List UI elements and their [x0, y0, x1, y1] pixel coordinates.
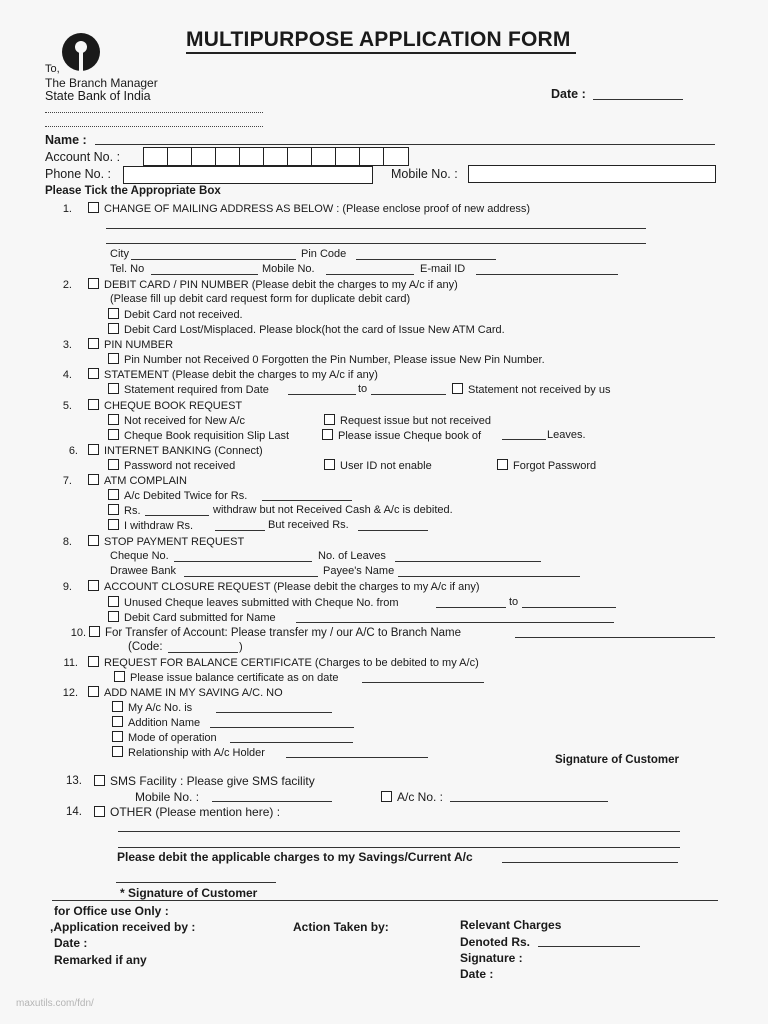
item-label: OTHER (Please mention here) : [110, 805, 281, 819]
relevant-charges-label: Relevant Charges [460, 918, 562, 932]
item-label: CHEQUE BOOK REQUEST [104, 400, 243, 412]
savings-current-field[interactable] [502, 862, 678, 863]
option-forgot-password[interactable] [497, 459, 596, 472]
code-label: (Code: [128, 641, 163, 653]
item-number: 6. [68, 445, 78, 457]
option-label: A/c No. : [397, 790, 444, 804]
office-signature-label: Signature : [460, 951, 523, 965]
checkbox[interactable] [108, 429, 119, 440]
amount-field[interactable] [145, 515, 209, 516]
item-change-address[interactable] [88, 202, 530, 215]
name-field[interactable] [95, 144, 715, 145]
mobile-no-label: Mobile No. [262, 263, 315, 275]
item-number: 2. [62, 279, 72, 291]
item-label: ACCOUNT CLOSURE REQUEST (Please debit the charges to my A/c if any) [104, 581, 480, 593]
checkbox[interactable] [88, 656, 99, 667]
amount-field[interactable] [262, 500, 352, 501]
option-debit-card-submitted[interactable] [108, 611, 276, 624]
other-line[interactable] [118, 847, 680, 848]
cheque-from-field[interactable] [436, 607, 506, 608]
item-balance-certificate[interactable] [88, 656, 479, 669]
checkbox[interactable] [88, 444, 99, 455]
checkbox[interactable] [112, 746, 123, 757]
office-use-label: for Office use Only : [54, 904, 169, 918]
checkbox[interactable] [88, 580, 99, 591]
option-label: Request issue but not received [340, 415, 492, 427]
checkbox[interactable] [324, 459, 335, 470]
cheque-to-field[interactable] [522, 607, 616, 608]
item-label: ADD NAME IN MY SAVING A/C. NO [104, 687, 283, 699]
option-label: Not received for New A/c [124, 415, 246, 427]
branch-manager-label: The Branch Manager [45, 76, 158, 90]
tel-label: Tel. No [110, 263, 145, 275]
date-field[interactable] [362, 682, 484, 683]
email-field[interactable] [476, 274, 618, 275]
checkbox[interactable] [88, 278, 99, 289]
item-number: 14. [66, 806, 82, 818]
option-my-ac-no[interactable] [112, 701, 192, 714]
relationship-field[interactable] [286, 757, 428, 758]
checkbox[interactable] [88, 686, 99, 697]
checkbox[interactable] [108, 353, 119, 364]
date-label: Date : [551, 87, 586, 101]
item-number: 5. [62, 400, 72, 412]
mobile-no-field[interactable] [326, 274, 414, 275]
code-close: ) [239, 641, 243, 653]
code-field[interactable] [168, 652, 238, 653]
checkbox[interactable] [88, 399, 99, 410]
drawee-bank-label: Drawee Bank [110, 565, 177, 577]
item-label: SMS Facility : Please give SMS facility [110, 774, 315, 788]
option-withdraw-not-received[interactable] [108, 504, 141, 517]
option-label: withdraw but not Received Cash & A/c is debited. [213, 504, 453, 516]
item-pin-number[interactable] [88, 338, 173, 351]
remarked-label: Remarked if any [54, 953, 147, 967]
mobile-label: Mobile No. : [391, 167, 458, 181]
sms-mobile-field[interactable] [212, 801, 332, 802]
checkbox[interactable] [108, 519, 119, 530]
option-label: Debit Card submitted for Name [124, 612, 276, 624]
item-label: DEBIT CARD / PIN NUMBER (Please debit the charges to my A/c if any) [104, 279, 458, 291]
option-label: Statement required from Date [124, 384, 269, 396]
option-issue-cheque-book[interactable] [322, 429, 481, 442]
option-label: But received Rs. [268, 519, 349, 531]
sms-ac-field[interactable] [450, 801, 608, 802]
pin-code-label: Pin Code [301, 248, 347, 260]
payee-name-label: Payee's Name [323, 565, 395, 577]
option-label: Cheque Book requisition Slip Last [124, 430, 290, 442]
address-line-1[interactable] [45, 112, 263, 113]
checkbox[interactable] [381, 791, 392, 802]
amount-field[interactable] [358, 530, 428, 531]
option-statement-not-received[interactable] [452, 383, 610, 396]
denoted-rs-label: Denoted Rs. [460, 935, 531, 949]
application-received-label: ,Application received by : [50, 920, 196, 934]
city-field[interactable] [131, 259, 296, 260]
option-balance-certificate[interactable] [114, 671, 339, 684]
sms-mobile-label: Mobile No. : [135, 790, 200, 804]
checkbox[interactable] [108, 596, 119, 607]
sbi-logo-icon [62, 33, 100, 71]
checkbox[interactable] [94, 775, 105, 786]
option-not-received-new-ac[interactable] [108, 414, 245, 427]
checkbox[interactable] [88, 202, 99, 213]
item-other[interactable] [94, 805, 280, 819]
drawee-bank-field[interactable] [184, 576, 318, 577]
option-label: My A/c No. is [128, 702, 193, 714]
signature-of-customer: Signature of Customer [555, 754, 679, 766]
checkbox[interactable] [324, 414, 335, 425]
name-label: Name : [45, 133, 87, 147]
email-label: E-mail ID [420, 263, 466, 275]
item-number: 10. [70, 627, 86, 639]
item-debit-card[interactable] [88, 278, 458, 291]
item-atm-complain[interactable] [88, 474, 187, 487]
item-number: 4. [62, 369, 72, 381]
addition-name-field[interactable] [210, 727, 354, 728]
customer-signature-line[interactable] [116, 882, 276, 883]
account-number-grid[interactable] [143, 147, 409, 166]
item-cheque-book[interactable] [88, 399, 242, 412]
phone-field[interactable] [123, 166, 373, 184]
item-label: REQUEST FOR BALANCE CERTIFICATE (Charges to be debited to my A/c) [104, 657, 479, 669]
checkbox[interactable] [89, 626, 100, 637]
mobile-field[interactable] [468, 165, 716, 183]
amount-field[interactable] [215, 530, 265, 531]
item-number: 1. [62, 203, 72, 215]
item-label: For Transfer of Account: Please transfer my / our A/C to Branch Name [105, 627, 462, 639]
option-label: Password not received [124, 460, 236, 472]
option-label: A/c Debited Twice for Rs. [124, 490, 248, 502]
checkbox[interactable] [88, 368, 99, 379]
debit-charges-text: Please debit the applicable charges to my Savings/Current A/c [117, 850, 473, 864]
checkbox[interactable] [108, 323, 119, 334]
action-taken-label: Action Taken by: [293, 920, 389, 934]
to-label: to [358, 383, 368, 395]
item-sms-facility[interactable] [94, 774, 315, 788]
checkbox[interactable] [108, 459, 119, 470]
item-account-closure[interactable] [88, 580, 480, 593]
cheque-no-label: Cheque No. [110, 550, 169, 562]
to-label: to [509, 596, 519, 608]
checkbox[interactable] [322, 429, 333, 440]
checkbox[interactable] [497, 459, 508, 470]
option-label: Debit Card Lost/Misplaced. Please block(hot the card of Issue New ATM Card. [124, 324, 505, 336]
item-label: PIN NUMBER [104, 339, 174, 351]
leaves-field[interactable] [502, 439, 546, 440]
option-statement-from[interactable] [108, 383, 269, 396]
pin-code-field[interactable] [356, 259, 496, 260]
ac-no-field[interactable] [216, 712, 332, 713]
option-label: Unused Cheque leaves submitted with Cheque No. from [124, 597, 399, 609]
option-label: I withdraw Rs. [124, 520, 194, 532]
option-debit-card-lost[interactable] [108, 323, 505, 336]
item-label: STATEMENT (Please debit the charges to my A/c if any) [104, 369, 378, 381]
from-date-field[interactable] [288, 394, 356, 395]
watermark-text: maxutils.com/fdn/ [16, 998, 94, 1009]
option-unused-cheque[interactable] [108, 596, 399, 609]
address-line-2[interactable] [45, 126, 263, 127]
option-password-not-received[interactable] [108, 459, 235, 472]
checkbox[interactable] [108, 504, 119, 515]
option-label: Pin Number not Received 0 Forgotten the Pin Number, Please issue New Pin Number. [124, 354, 545, 366]
payee-name-field[interactable] [398, 576, 580, 577]
address-line[interactable] [106, 243, 646, 244]
option-label: Please issue balance certificate as on date [130, 672, 339, 684]
option-relationship[interactable] [112, 746, 265, 759]
checkbox[interactable] [112, 701, 123, 712]
checkbox[interactable] [88, 338, 99, 349]
item-internet-banking[interactable] [88, 444, 263, 457]
item-stop-payment[interactable] [88, 535, 244, 548]
checkbox[interactable] [94, 806, 105, 817]
checkbox[interactable] [114, 671, 125, 682]
checkbox[interactable] [452, 383, 463, 394]
item-number: 11. [63, 657, 78, 669]
city-label: City [110, 248, 129, 260]
no-of-leaves-field[interactable] [395, 561, 541, 562]
item-label: CHANGE OF MAILING ADDRESS AS BELOW : (Please enclose proof of new address) [104, 203, 531, 215]
office-date2-label: Date : [460, 967, 494, 981]
checkbox[interactable] [112, 716, 123, 727]
item-number: 12. [62, 687, 78, 699]
option-mode-of-operation[interactable] [112, 731, 217, 744]
form-title: MULTIPURPOSE APPLICATION FORM [186, 28, 571, 51]
item-number: 8. [62, 536, 72, 548]
denoted-rs-field[interactable] [538, 946, 640, 947]
option-addition-name[interactable] [112, 716, 200, 729]
to-label: To, [45, 63, 60, 75]
option-ac-no[interactable] [381, 790, 443, 804]
address-line[interactable] [106, 228, 646, 229]
tel-field[interactable] [151, 274, 258, 275]
checkbox[interactable] [108, 414, 119, 425]
item-label: ATM COMPLAIN [104, 475, 187, 487]
option-label: Rs. [124, 505, 141, 517]
office-date-label: Date : [54, 936, 88, 950]
item-number: 3. [62, 339, 72, 351]
item-note: (Please fill up debit card request form for duplicate debit card) [110, 293, 411, 305]
checkbox[interactable] [108, 308, 119, 319]
item-number: 9. [62, 581, 72, 593]
option-label: User ID not enable [340, 460, 432, 472]
option-label: Addition Name [128, 717, 201, 729]
checkbox[interactable] [88, 535, 99, 546]
item-number: 7. [62, 475, 72, 487]
checkbox[interactable] [108, 383, 119, 394]
checkbox[interactable] [88, 474, 99, 485]
option-debit-card-not-received[interactable] [108, 308, 243, 321]
item-statement[interactable] [88, 368, 378, 381]
checkbox[interactable] [108, 611, 119, 622]
no-of-leaves-label: No. of Leaves [318, 550, 386, 562]
item-label: STOP PAYMENT REQUEST [104, 536, 245, 548]
date-line[interactable] [593, 99, 683, 100]
item-add-name[interactable] [88, 686, 283, 699]
option-label: Forgot Password [513, 460, 597, 472]
option-label: Mode of operation [128, 732, 217, 744]
phone-label: Phone No. : [45, 167, 112, 181]
tick-instruction: Please Tick the Appropriate Box [45, 185, 221, 197]
option-partial-received[interactable] [108, 519, 193, 532]
other-line[interactable] [118, 831, 680, 832]
option-label: Relationship with A/c Holder [128, 747, 265, 759]
item-number: 13. [66, 775, 82, 787]
checkbox[interactable] [112, 731, 123, 742]
option-request-not-received[interactable] [324, 414, 491, 427]
option-label: Statement not received by us [468, 384, 611, 396]
item-label: INTERNET BANKING (Connect) [104, 445, 263, 457]
checkbox[interactable] [108, 489, 119, 500]
option-debited-twice[interactable] [108, 489, 247, 502]
bank-name: State Bank of India [45, 89, 151, 103]
branch-name-field[interactable] [515, 637, 715, 638]
divider [52, 900, 718, 901]
name-field[interactable] [296, 622, 614, 623]
account-label: Account No. : [45, 150, 121, 164]
leaves-label: Leaves. [547, 429, 586, 441]
title-underline [186, 52, 576, 54]
mode-field[interactable] [230, 742, 353, 743]
option-slip-last[interactable] [108, 429, 289, 442]
cheque-no-field[interactable] [174, 561, 312, 562]
option-pin-not-received[interactable] [108, 353, 545, 366]
option-user-id[interactable] [324, 459, 432, 472]
customer-signature-label: * Signature of Customer [120, 886, 258, 900]
option-label: Please issue Cheque book of [338, 430, 482, 442]
to-date-field[interactable] [371, 394, 446, 395]
item-transfer-account[interactable] [89, 626, 461, 639]
option-label: Debit Card not received. [124, 309, 243, 321]
